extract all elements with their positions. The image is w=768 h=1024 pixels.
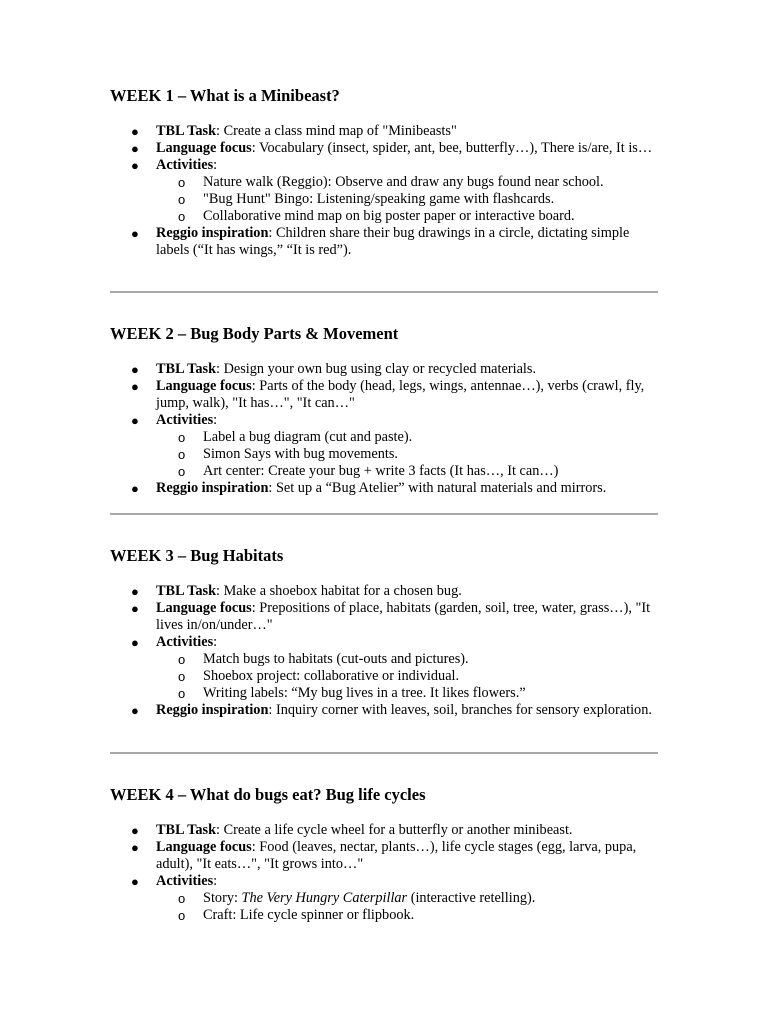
circle-bullet-icon: o xyxy=(178,430,186,445)
activity-item xyxy=(110,174,658,191)
bullet-icon: ● xyxy=(131,158,139,173)
language-text: : Food (leaves, nectar, plants…), life cycle stages (egg, larva, pupa, adult), "It eats…", "It grows into…" xyxy=(156,839,637,872)
week-1-heading: WEEK 1 – What is a Minibeast? xyxy=(110,86,340,105)
activity-item xyxy=(110,208,658,225)
language-text: : Vocabulary (insect, spider, ant, bee, butterfly…), There is/are, It is… xyxy=(251,140,653,156)
week-3-activities-item xyxy=(110,634,658,702)
activity-text: Simon Says with bug movements. xyxy=(203,446,398,462)
circle-bullet-icon: o xyxy=(178,652,186,667)
activity-item xyxy=(110,191,658,208)
circle-bullet-icon: o xyxy=(178,447,186,462)
reggio-label: Reggio inspiration xyxy=(156,480,269,496)
bullet-icon: ● xyxy=(131,481,139,496)
activity-item xyxy=(110,429,658,446)
tbl-text: : Create a class mind map of "Minibeasts" xyxy=(216,123,457,139)
week-1-list xyxy=(110,123,658,259)
bullet-icon: ● xyxy=(131,379,139,394)
activities-label: Activities xyxy=(156,157,214,173)
activity-text: Craft: Life cycle spinner or flipbook. xyxy=(203,907,415,923)
reggio-label: Reggio inspiration xyxy=(156,702,269,718)
activities-label: Activities xyxy=(156,873,214,889)
section-divider xyxy=(110,291,658,293)
language-label: Language focus xyxy=(156,378,252,394)
bullet-icon: ● xyxy=(131,703,139,718)
circle-bullet-icon: o xyxy=(178,908,186,923)
week-3-reggio-item xyxy=(110,702,658,719)
language-text: : Prepositions of place, habitats (garden, soil, tree, water, grass…), "It lives in/on/under…" xyxy=(156,600,651,633)
section-divider xyxy=(110,752,658,754)
bullet-icon: ● xyxy=(131,584,139,599)
week-3-heading: WEEK 3 – Bug Habitats xyxy=(110,546,284,565)
week-2-list xyxy=(110,361,658,497)
week-3-tbl-item xyxy=(110,583,658,600)
activity-item xyxy=(110,463,658,480)
language-label: Language focus xyxy=(156,140,252,156)
tbl-label: TBL Task xyxy=(156,361,217,377)
week-1-activities-list xyxy=(156,174,658,225)
reggio-label: Reggio inspiration xyxy=(156,225,269,241)
activity-text: Writing labels: “My bug lives in a tree. It likes flowers.” xyxy=(203,685,526,701)
week-2-section xyxy=(110,324,658,497)
activities-colon: : xyxy=(213,873,218,889)
tbl-label: TBL Task xyxy=(156,822,217,838)
week-2-tbl-item xyxy=(110,361,658,378)
activity-text: Collaborative mind map on big poster paper or interactive board. xyxy=(203,208,575,224)
activities-colon: : xyxy=(213,634,218,650)
week-4-language-item xyxy=(110,839,658,873)
bullet-icon: ● xyxy=(131,601,139,616)
bullet-icon: ● xyxy=(131,413,139,428)
tbl-text: : Make a shoebox habitat for a chosen bug. xyxy=(216,583,462,599)
reggio-text: : Inquiry corner with leaves, soil, branches for sensory exploration. xyxy=(268,702,652,718)
language-text: : Parts of the body (head, legs, wings, antennae…), verbs (crawl, fly, jump, walk), "It has…", "It can…" xyxy=(156,378,645,411)
week-3-language-item xyxy=(110,600,658,634)
bullet-icon: ● xyxy=(131,874,139,889)
activity-text: Story: xyxy=(203,890,242,906)
circle-bullet-icon: o xyxy=(178,686,186,701)
week-2-reggio-item xyxy=(110,480,658,497)
reggio-text: : Set up a “Bug Atelier” with natural materials and mirrors. xyxy=(268,480,607,496)
activity-item xyxy=(110,907,658,924)
tbl-label: TBL Task xyxy=(156,123,217,139)
week-4-activities-item xyxy=(110,873,658,924)
language-label: Language focus xyxy=(156,600,252,616)
bullet-icon: ● xyxy=(131,226,139,241)
week-3-section xyxy=(110,546,658,719)
week-4-list xyxy=(110,822,658,924)
activity-text: Nature walk (Reggio): Observe and draw any bugs found near school. xyxy=(203,174,604,190)
bullet-icon: ● xyxy=(131,362,139,377)
week-1-tbl-item xyxy=(110,123,658,140)
activities-colon: : xyxy=(213,157,218,173)
activities-label: Activities xyxy=(156,634,214,650)
activity-text: (interactive retelling). xyxy=(407,890,536,906)
activity-item xyxy=(110,685,658,702)
week-1-activities-item xyxy=(110,157,658,225)
activity-item xyxy=(110,890,658,907)
week-2-activities-list xyxy=(156,429,658,480)
tbl-text: : Design your own bug using clay or recycled materials. xyxy=(216,361,537,377)
bullet-icon: ● xyxy=(131,840,139,855)
activity-item xyxy=(110,668,658,685)
circle-bullet-icon: o xyxy=(178,192,186,207)
week-1-section xyxy=(110,86,658,259)
activity-text: Shoebox project: collaborative or individual. xyxy=(203,668,460,684)
bullet-icon: ● xyxy=(131,635,139,650)
activities-label: Activities xyxy=(156,412,214,428)
tbl-text: : Create a life cycle wheel for a butterfly or another minibeast. xyxy=(216,822,573,838)
activities-colon: : xyxy=(213,412,218,428)
bullet-icon: ● xyxy=(131,124,139,139)
week-2-heading: WEEK 2 – Bug Body Parts & Movement xyxy=(110,324,399,343)
week-1-reggio-item xyxy=(110,225,658,259)
book-title: The Very Hungry Caterpillar xyxy=(241,890,408,906)
activity-item xyxy=(110,446,658,463)
circle-bullet-icon: o xyxy=(178,175,186,190)
week-4-heading: WEEK 4 – What do bugs eat? Bug life cycles xyxy=(110,785,426,804)
bullet-icon: ● xyxy=(131,823,139,838)
week-4-tbl-item xyxy=(110,822,658,839)
week-2-activities-item xyxy=(110,412,658,480)
activity-text: "Bug Hunt" Bingo: Listening/speaking game with flashcards. xyxy=(203,191,555,207)
week-3-activities-list xyxy=(156,651,658,702)
bullet-icon: ● xyxy=(131,141,139,156)
week-3-list xyxy=(110,583,658,719)
tbl-label: TBL Task xyxy=(156,583,217,599)
week-4-activities-list xyxy=(156,890,658,924)
language-label: Language focus xyxy=(156,839,252,855)
circle-bullet-icon: o xyxy=(178,209,186,224)
reggio-text: : Children share their bug drawings in a circle, dictating simple labels (“It has wings,” “It is red”). xyxy=(156,225,630,258)
activity-text: Label a bug diagram (cut and paste). xyxy=(203,429,413,445)
week-2-language-item xyxy=(110,378,658,412)
section-divider xyxy=(110,513,658,515)
circle-bullet-icon: o xyxy=(178,669,186,684)
circle-bullet-icon: o xyxy=(178,891,186,906)
activity-text: Match bugs to habitats (cut-outs and pictures). xyxy=(203,651,469,667)
week-1-language-item xyxy=(110,140,658,157)
activity-item xyxy=(110,651,658,668)
week-4-section xyxy=(110,785,658,924)
activity-text: Art center: Create your bug + write 3 facts (It has…, It can…) xyxy=(203,463,559,479)
circle-bullet-icon: o xyxy=(178,464,186,479)
